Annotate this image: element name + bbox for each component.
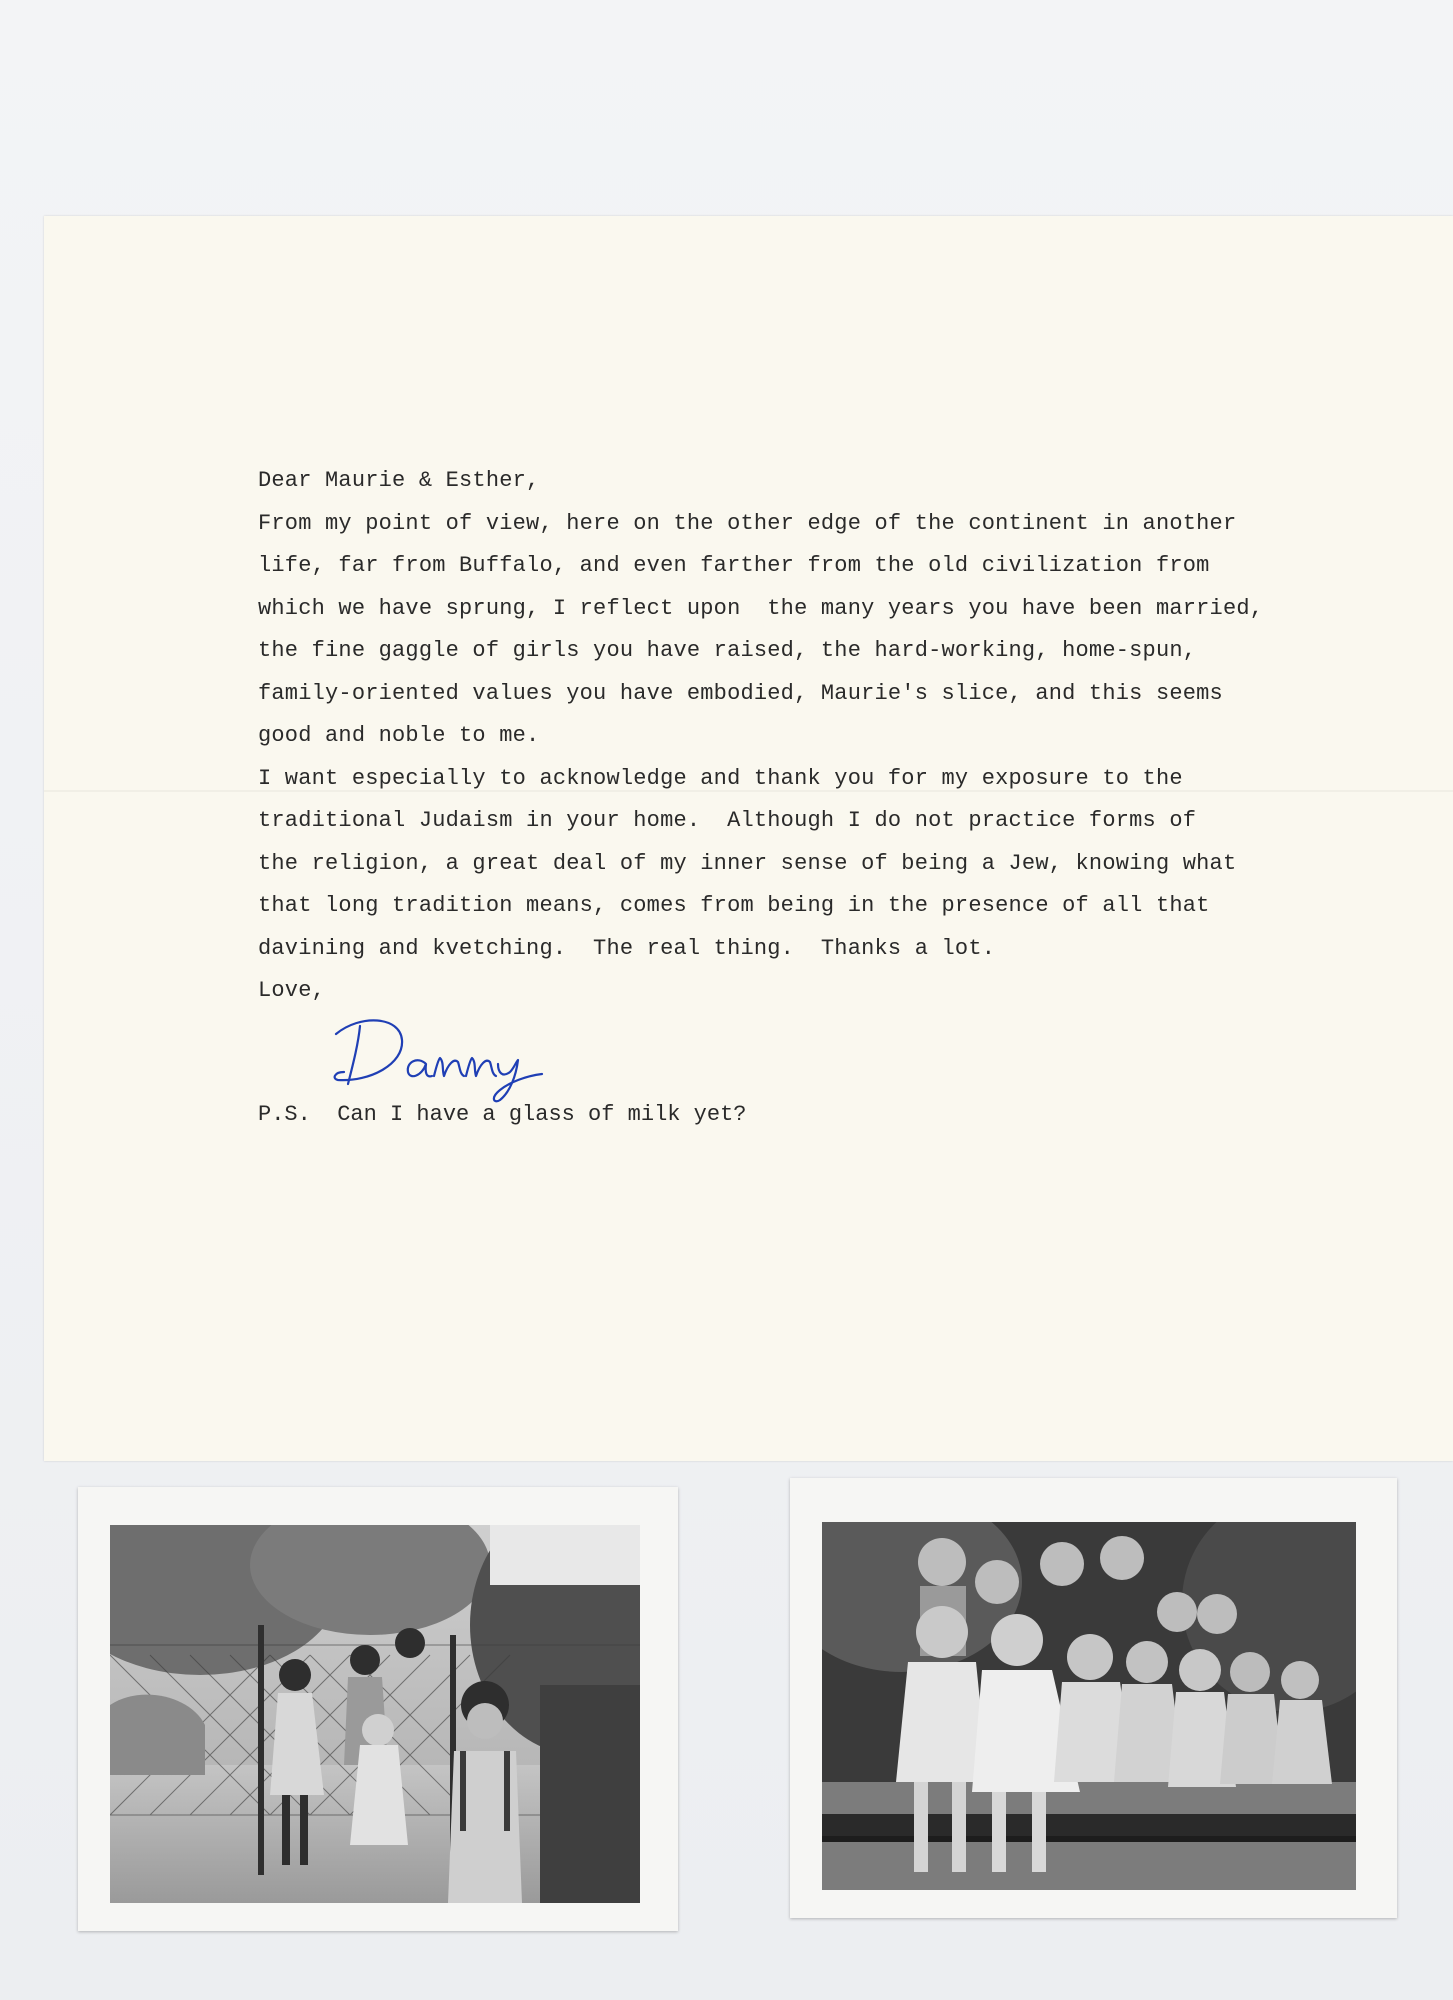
letter-line: life, far from Buffalo, and even farther from the old civilization from (258, 553, 1210, 578)
photo-children-at-fence (110, 1525, 640, 1903)
salutation: Dear Maurie & Esther, (258, 468, 540, 493)
typed-letter (44, 216, 1453, 1461)
letter-line: traditional Judaism in your home. Although I do not practice forms of (258, 808, 1197, 833)
letter-line: family-oriented values you have embodied, Maurie's slice, and this seems (258, 680, 1223, 706)
letter-line: that long tradition means, comes from being in the presence of all that (258, 893, 1210, 918)
letter-line: the religion, a great deal of my inner sense of being a Jew, knowing what (258, 850, 1237, 876)
letter-line: I want especially to acknowledge and thank you for my exposure to the (258, 765, 1183, 791)
photo-image (110, 1525, 640, 1903)
photo-children-on-bench (822, 1522, 1356, 1890)
letter-body (258, 460, 1388, 1013)
letter-line: From my point of view, here on the other edge of the continent in another (258, 510, 1237, 536)
photo-right (790, 1478, 1397, 1918)
closing: Love, (258, 978, 326, 1003)
letter-line: davining and kvetching. The real thing. Thanks a lot. (258, 935, 996, 961)
letter-line: which we have sprung, I reflect upon the many years you have been married, (258, 595, 1264, 621)
photo-left (78, 1487, 678, 1931)
postscript: P.S. Can I have a glass of milk yet? (258, 1102, 747, 1127)
photo-image (822, 1522, 1356, 1890)
letter-line: good and noble to me. (258, 723, 540, 748)
handwritten-signature (330, 1006, 590, 1106)
letter-line: the fine gaggle of girls you have raised, the hard-working, home-spun, (258, 638, 1197, 663)
